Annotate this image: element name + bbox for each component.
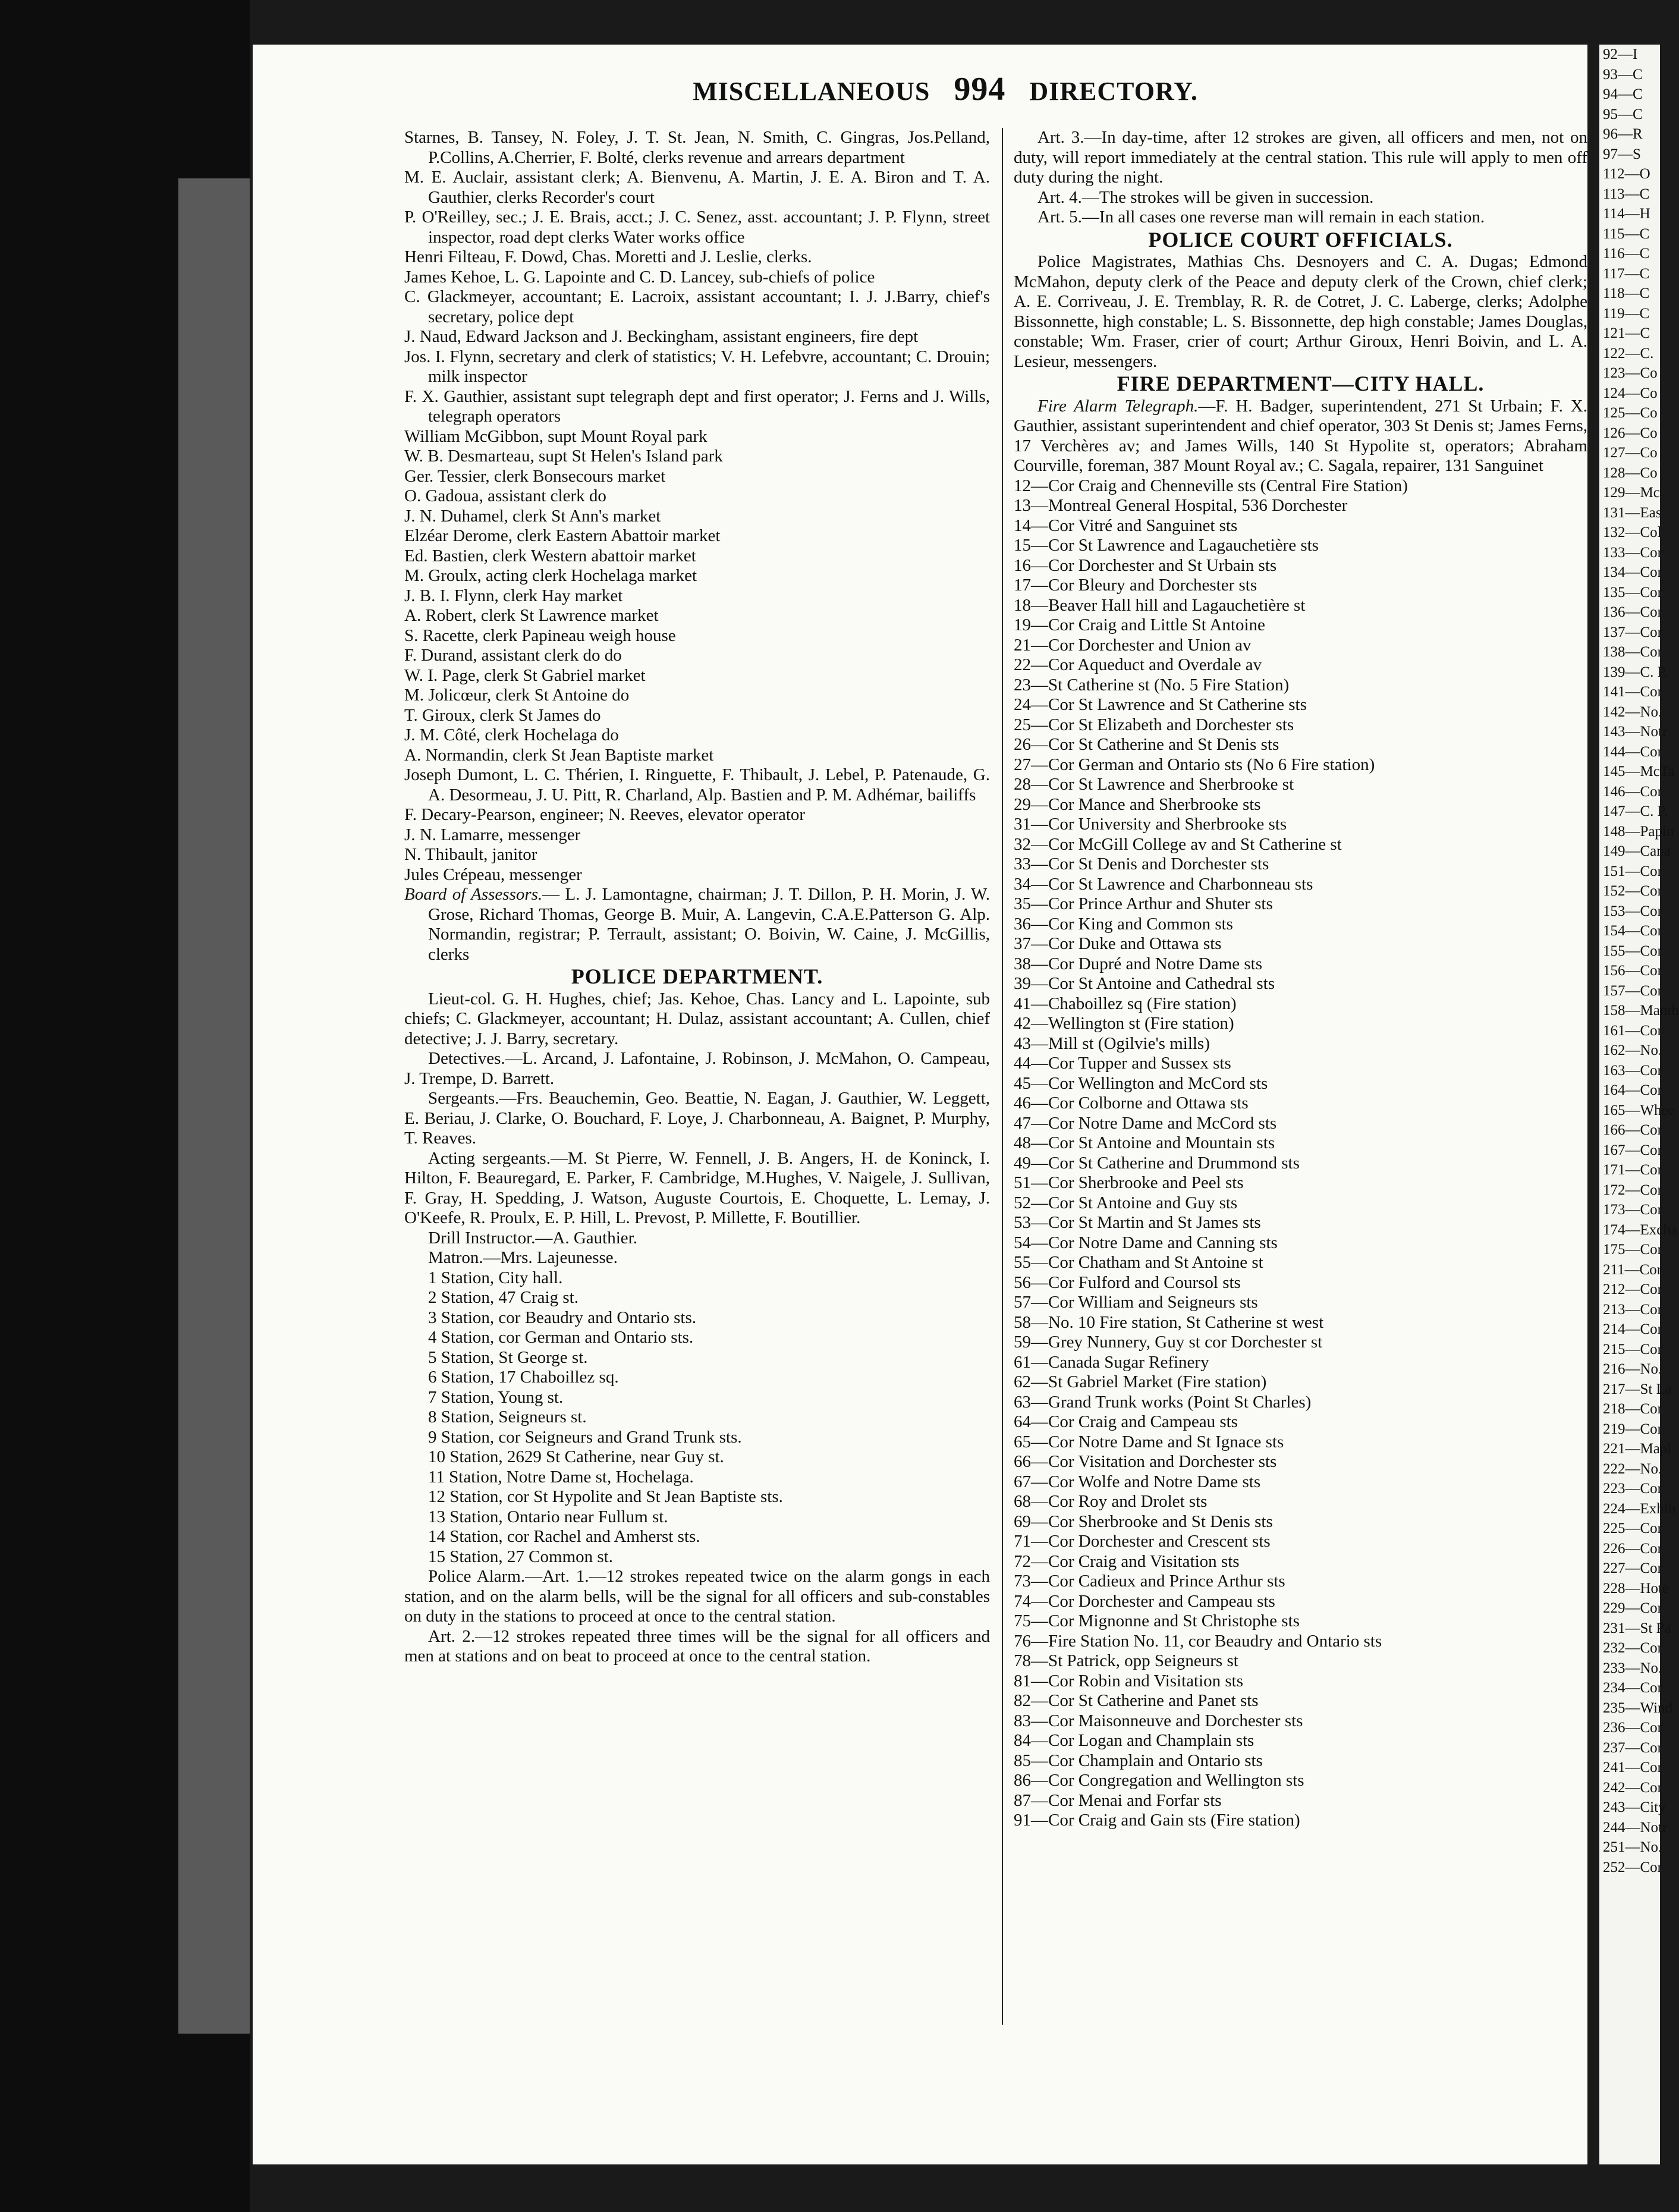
police-paragraph: Matron.—Mrs. Lajeunesse. <box>428 1248 618 1267</box>
next-page-fragment: 166—Cor <box>1603 1122 1662 1138</box>
directory-entry: W. I. Page, clerk St Gabriel market <box>404 665 646 685</box>
fire-box-item: 46—Cor Colborne and Ottawa sts <box>1014 1094 1249 1113</box>
fire-box-item: 67—Cor Wolfe and Notre Dame sts <box>1014 1472 1261 1491</box>
station-item: 9 Station, cor Seigneurs and Grand Trunk sts. <box>428 1427 742 1447</box>
directory-entry: M. Groulx, acting clerk Hochelaga market <box>404 566 697 585</box>
station-item: 2 Station, 47 Craig st. <box>428 1288 578 1307</box>
next-page-fragment: 126—Co <box>1603 425 1658 441</box>
next-page-fragment: 243—City <box>1603 1799 1666 1815</box>
next-page-fragment: 218—Cor <box>1603 1401 1662 1417</box>
police-stations-list <box>404 1268 990 1567</box>
assessors-text: — L. J. Lamontagne, chairman; J. T. Dillon, P. H. Morin, J. W. Grose, Richard Thomas, George B. Muir, A. Langevin, C.A.E.Patterson G. Alp. Normandin, registrar; P. Terrault, assistant; O. Boivin, W. Caine, J. McGillis, clerks <box>428 885 990 964</box>
next-page-fragment: 222—No. <box>1603 1460 1662 1477</box>
fire-box-item: 12—Cor Craig and Chenneville sts (Central Fire Station) <box>1014 476 1408 495</box>
directory-entry: C. Glackmeyer, accountant; E. Lacroix, assistant accountant; I. J. J.Barry, chief's secretary, police dept <box>404 287 990 326</box>
book-spine-stripe <box>178 178 250 2034</box>
fire-department-heading: FIRE DEPARTMENT—CITY HALL. <box>1117 372 1485 395</box>
fire-box-item: 52—Cor St Antoine and Guy sts <box>1014 1193 1238 1212</box>
fire-box-item: 45—Cor Wellington and McCord sts <box>1014 1073 1268 1093</box>
fire-box-item: 62—St Gabriel Market (Fire station) <box>1014 1372 1267 1391</box>
next-page-fragment: 95—C <box>1603 106 1643 122</box>
next-page-fragment: 143—Notr <box>1603 724 1668 740</box>
police-court-text: Police Magistrates, Mathias Chs. Desnoyers and C. A. Dugas; Edmond McMahon, deputy clerk of the Peace and deputy clerk of the Crown, chief clerk; A. E. Corriveau, J. E. Tremblay, R. R. de Cotret, J. C. Laberge, clerks; Adolphe Bissonnette, high constable; L. S. Bissonnette, dep high constable; James Douglas, constable; Wm. Fraser, crier of court; Arthur Giroux, Henri Boivin, and L. A. Lesieur, messengers. <box>1014 252 1587 371</box>
police-paragraph: Sergeants.—Frs. Beauchemin, Geo. Beattie, N. Eagan, J. Gauthier, W. Leggett, E. Beriau, J. Clarke, O. Bouchard, F. Loye, J. Charbonneau, A. Baignet, P. Murphy, T. Reaves. <box>404 1089 990 1148</box>
directory-entry: A. Normandin, clerk St Jean Baptiste market <box>404 745 714 765</box>
station-item: 10 Station, 2629 St Catherine, near Guy st. <box>428 1447 724 1466</box>
fire-box-item: 49—Cor St Catherine and Drummond sts <box>1014 1153 1300 1173</box>
fire-box-item: 76—Fire Station No. 11, cor Beaudry and Ontario sts <box>1014 1631 1382 1651</box>
next-page-fragment: 96—R <box>1603 126 1643 142</box>
directory-entry: Elzéar Derome, clerk Eastern Abattoir market <box>404 526 721 545</box>
fire-box-item: 84—Cor Logan and Champlain sts <box>1014 1731 1254 1750</box>
fire-box-item: 13—Montreal General Hospital, 536 Dorchester <box>1014 496 1348 515</box>
next-page-fragment: 155—Cor <box>1603 942 1662 959</box>
fire-box-item: 74—Cor Dorchester and Campeau sts <box>1014 1591 1275 1611</box>
fire-box-item: 87—Cor Menai and Forfar sts <box>1014 1790 1222 1810</box>
fire-box-item: 21—Cor Dorchester and Union av <box>1014 635 1252 655</box>
next-page-fragment: 211—Cor <box>1603 1261 1662 1278</box>
next-page-fragment: 142—No. <box>1603 703 1662 720</box>
directory-entry: F. X. Gauthier, assistant supt telegraph dept and first operator; J. Ferns and J. Wills, telegraph operators <box>404 387 990 426</box>
fire-box-item: 38—Cor Dupré and Notre Dame sts <box>1014 954 1262 973</box>
next-page-fragment: 115—C <box>1603 225 1650 242</box>
next-page-fragment: 154—Cor <box>1603 923 1662 939</box>
next-page-fragment: 226—Cor <box>1603 1540 1662 1557</box>
directory-entry: W. B. Desmarteau, supt St Helen's Island park <box>404 447 723 466</box>
directory-entry: N. Thibault, janitor <box>404 845 537 864</box>
fire-box-item: 61—Canada Sugar Refinery <box>1014 1352 1209 1372</box>
fire-box-item: 18—Beaver Hall hill and Lagauchetière st <box>1014 595 1306 615</box>
station-item: 7 Station, Young st. <box>428 1387 564 1407</box>
fire-box-item: 42—Wellington st (Fire station) <box>1014 1014 1234 1033</box>
fire-box-item: 59—Grey Nunnery, Guy st cor Dorchester st <box>1014 1333 1323 1352</box>
page-number: 994 <box>954 71 1006 108</box>
next-page-fragment: 233—No. <box>1603 1660 1662 1676</box>
next-page-fragment: 175—Cor <box>1603 1242 1662 1258</box>
directory-entry: F. Decary-Pearson, engineer; N. Reeves, elevator operator <box>404 805 806 824</box>
next-page-fragment: 113—C <box>1603 186 1650 202</box>
fire-alarm-telegraph <box>1014 397 1587 476</box>
fire-box-item: 27—Cor German and Ontario sts (No 6 Fire station) <box>1014 755 1375 774</box>
alarm-paragraph: Police Alarm.—Art. 1.—12 strokes repeated twice on the alarm gongs in each station, and on the alarm bells, will be the signal for all officers and sub-constables on duty in the stations to proceed at once to the central station. <box>404 1567 990 1626</box>
fire-box-item: 53—Cor St Martin and St James sts <box>1014 1213 1261 1232</box>
left-column <box>404 128 990 1667</box>
next-page-edge <box>1599 45 1679 2164</box>
fire-box-item: 29—Cor Mance and Sherbrooke sts <box>1014 794 1261 814</box>
directory-entry: A. Robert, clerk St Lawrence market <box>404 606 659 625</box>
next-page-fragment: 93—C <box>1603 66 1643 83</box>
fire-box-item: 73—Cor Cadieux and Prince Arthur sts <box>1014 1572 1285 1591</box>
fire-box-item: 33—Cor St Denis and Dorchester sts <box>1014 854 1269 874</box>
next-page-fragment: 116—C <box>1603 246 1650 262</box>
next-page-fragment: 129—Mc <box>1603 485 1660 501</box>
next-page-fragment: 234—Cor <box>1603 1680 1662 1696</box>
fire-box-item: 34—Cor St Lawrence and Charbonneau sts <box>1014 874 1313 894</box>
next-page-fragment: 219—Cor <box>1603 1421 1662 1437</box>
directory-entry: F. Durand, assistant clerk do do <box>404 646 622 665</box>
next-page-fragment: 97—S <box>1603 146 1641 162</box>
telegraph-text: —F. H. Badger, superintendent, 271 St Urbain; F. X. Gauthier, assistant superintendent and chief operator, 303 St Denis st; James Ferns, 17 Verchères av; and James Wills, 140 St Hypolite st, operators; Abraham Courville, foreman, 387 Mount Royal av.; C. Sagala, repairer, 131 Sanguinet <box>1014 396 1587 475</box>
staff-entries <box>404 128 990 885</box>
next-page-fragment: 225—Cor <box>1603 1520 1662 1537</box>
next-page-fragment: 152—Cor <box>1603 883 1662 899</box>
directory-entry: Henri Filteau, F. Dowd, Chas. Moretti and J. Leslie, clerks. <box>404 247 812 266</box>
police-department-heading: POLICE DEPARTMENT. <box>571 964 823 988</box>
fire-box-item: 69—Cor Sherbrooke and St Denis sts <box>1014 1512 1273 1531</box>
directory-entry: Joseph Dumont, L. C. Thérien, I. Ringuette, F. Thibault, J. Lebel, P. Patenaude, G. A. Desormeau, J. U. Pitt, R. Charland, Alp. Bastien and P. M. Adhémar, bailiffs <box>404 765 990 805</box>
alarm-article: Art. 3.—In day-time, after 12 strokes are given, all officers and men, not on duty, will report immediately at the central station. This rule will apply to men off duty during the night. <box>1014 128 1587 187</box>
fire-box-item: 58—No. 10 Fire station, St Catherine st west <box>1014 1312 1324 1332</box>
station-item: 3 Station, cor Beaudry and Ontario sts. <box>428 1308 697 1327</box>
station-item: 12 Station, cor St Hypolite and St Jean Baptiste sts. <box>428 1487 783 1506</box>
directory-entry: J. M. Côté, clerk Hochelaga do <box>404 725 619 744</box>
fire-box-item: 65—Cor Notre Dame and St Ignace sts <box>1014 1432 1284 1451</box>
next-page-fragment: 229—Cor <box>1603 1600 1662 1616</box>
next-page-fragment: 127—Co <box>1603 445 1658 461</box>
fire-box-item: 32—Cor McGill College av and St Catherine st <box>1014 834 1342 854</box>
police-court-heading: POLICE COURT OFFICIALS. <box>1148 227 1453 252</box>
station-item: 4 Station, cor German and Ontario sts. <box>428 1328 694 1347</box>
fire-box-item: 47—Cor Notre Dame and McCord sts <box>1014 1113 1277 1133</box>
next-page-fragment: 119—C <box>1603 305 1650 322</box>
fire-box-item: 43—Mill st (Ogilvie's mills) <box>1014 1033 1210 1053</box>
next-page-fragment: 224—Exhib <box>1603 1500 1676 1517</box>
next-page-fragment: 167—Cor <box>1603 1142 1662 1158</box>
next-page-fragment: 131—Eas <box>1603 504 1662 521</box>
page-header <box>404 70 1486 124</box>
next-page-fragment: 172—Cor <box>1603 1182 1662 1198</box>
fire-box-item: 25—Cor St Elizabeth and Dorchester sts <box>1014 715 1294 734</box>
fire-box-item: 51—Cor Sherbrooke and Peel sts <box>1014 1173 1244 1192</box>
directory-entry: M. E. Auclair, assistant clerk; A. Bienvenu, A. Martin, J. E. A. Biron and T. A. Gauthier, clerks Recorder's court <box>404 168 990 207</box>
next-page-fragment: 252—Cor <box>1603 1859 1662 1875</box>
next-page-fragment: 117—C <box>1603 265 1650 282</box>
next-page-fragment: 241—Cor <box>1603 1759 1662 1776</box>
next-page-fragment: 112—O <box>1603 166 1650 182</box>
next-page-fragment: 149—Cana <box>1603 843 1671 859</box>
fire-box-item: 63—Grand Trunk works (Point St Charles) <box>1014 1392 1312 1412</box>
fire-box-item: 15—Cor St Lawrence and Lagauchetière sts <box>1014 536 1319 555</box>
directory-entry: Jules Crépeau, messenger <box>404 865 582 884</box>
fire-box-item: 31—Cor University and Sherbrooke sts <box>1014 815 1287 834</box>
next-page-fragment: 148—Papin <box>1603 823 1674 840</box>
next-page-fragment: 146—Cor <box>1603 783 1662 800</box>
fire-box-item: 86—Cor Congregation and Wellington sts <box>1014 1771 1304 1790</box>
next-page-fragment: 151—Cor <box>1603 863 1662 879</box>
header-right: DIRECTORY. <box>1029 77 1198 106</box>
fire-box-item: 82—Cor St Catherine and Panet sts <box>1014 1691 1259 1710</box>
alarm-article: Art. 5.—In all cases one reverse man will remain in each station. <box>1037 208 1485 227</box>
directory-entry: P. O'Reilley, sec.; J. E. Brais, acct.; J. C. Senez, asst. accountant; J. P. Flynn, street inspector, road dept clerks Water works office <box>404 208 990 247</box>
next-page-fragment: 125—Co <box>1603 405 1658 421</box>
next-page-fragment: 147—C. P. <box>1603 803 1668 819</box>
directory-entry: O. Gadoua, assistant clerk do <box>404 486 606 505</box>
next-page-fragment: 118—C <box>1603 285 1650 301</box>
fire-box-item: 56—Cor Fulford and Coursol sts <box>1014 1272 1241 1292</box>
next-page-fragment: 161—Cor <box>1603 1022 1662 1039</box>
next-page-fragment: 236—Cor <box>1603 1720 1662 1736</box>
next-page-fragment: 244—Notr <box>1603 1819 1668 1836</box>
next-page-fragment: 158—Manth <box>1603 1003 1679 1019</box>
next-page-fragment: 171—Cor <box>1603 1162 1662 1178</box>
next-page-fragment: 134—Cor <box>1603 564 1662 580</box>
next-page-fragment: 242—Cor <box>1603 1779 1662 1796</box>
next-page-fragment: 144—Cor <box>1603 743 1662 760</box>
fire-box-item: 83—Cor Maisonneuve and Dorchester sts <box>1014 1711 1303 1730</box>
next-page-fragment: 232—Cor <box>1603 1640 1662 1656</box>
next-page-fragment: 145—McTa <box>1603 763 1675 780</box>
column-divider <box>1002 128 1003 2025</box>
next-page-fragment: 215—Cor <box>1603 1341 1662 1358</box>
fire-box-item: 37—Cor Duke and Ottawa sts <box>1014 934 1222 953</box>
station-item: 14 Station, cor Rachel and Amherst sts. <box>428 1527 700 1546</box>
police-paragraph: Lieut-col. G. H. Hughes, chief; Jas. Kehoe, Chas. Lancy and L. Lapointe, sub chiefs; C. Glackmeyer, accountant; H. Dulaz, assistant accountant; A. Cullen, chief detective; J. J. Barry, secretary. <box>404 989 990 1048</box>
fire-box-item: 26—Cor St Catherine and St Denis sts <box>1014 735 1279 754</box>
station-item: 13 Station, Ontario near Fullum st. <box>428 1507 668 1526</box>
fire-box-item: 75—Cor Mignonne and St Christophe sts <box>1014 1611 1300 1630</box>
fire-box-item: 35—Cor Prince Arthur and Shuter sts <box>1014 894 1273 913</box>
fire-box-item: 78—St Patrick, opp Seigneurs st <box>1014 1651 1238 1670</box>
next-page-fragment: 139—C. P. <box>1603 664 1668 680</box>
directory-entry: M. Jolicœur, clerk St Antoine do <box>404 686 630 705</box>
next-page-fragment: 227—Cor <box>1603 1560 1662 1576</box>
next-page-fragment: 123—Co <box>1603 365 1658 381</box>
next-page-fragment: 136—Cor <box>1603 604 1662 620</box>
station-item: 8 Station, Seigneurs st. <box>428 1407 587 1427</box>
next-page-fragment: 157—Cor <box>1603 982 1662 999</box>
directory-entry: J. N. Duhamel, clerk St Ann's market <box>404 506 661 526</box>
next-page-fragment: 235—Wind <box>1603 1699 1673 1716</box>
alarm-articles <box>1014 128 1587 228</box>
directory-entry: J. B. I. Flynn, clerk Hay market <box>404 586 623 605</box>
station-item: 5 Station, St George st. <box>428 1347 588 1367</box>
next-page-fragment: 138—Cor <box>1603 644 1662 660</box>
next-page-fragment: 153—Cor <box>1603 903 1662 919</box>
fire-box-item: 68—Cor Roy and Drolet sts <box>1014 1492 1208 1511</box>
fire-box-item: 66—Cor Visitation and Dorchester sts <box>1014 1452 1277 1471</box>
next-page-fragment: 128—Co <box>1603 464 1658 481</box>
next-page-fragment: 114—H <box>1603 206 1650 222</box>
fire-box-item: 54—Cor Notre Dame and Canning sts <box>1014 1233 1278 1252</box>
station-item: 15 Station, 27 Common st. <box>428 1547 613 1566</box>
next-page-fragment: 94—C <box>1603 86 1643 102</box>
directory-entry: James Kehoe, L. G. Lapointe and C. D. Lancey, sub-chiefs of police <box>404 267 875 287</box>
fire-box-item: 57—Cor William and Seigneurs sts <box>1014 1293 1258 1312</box>
next-page-fragment: 231—St Pa <box>1603 1620 1671 1636</box>
directory-entry: Jos. I. Flynn, secretary and clerk of statistics; V. H. Lefebvre, accountant; C. Drouin; milk inspector <box>404 347 990 386</box>
station-item: 1 Station, City hall. <box>428 1268 563 1287</box>
fire-box-item: 72—Cor Craig and Visitation sts <box>1014 1551 1240 1571</box>
next-page-fragment: 212—Cor <box>1603 1281 1662 1297</box>
next-page-fragment: 165—Whee <box>1603 1102 1675 1118</box>
next-page-fragment: 156—Cor <box>1603 963 1662 979</box>
next-page-fragment: 217—St La <box>1603 1381 1672 1397</box>
directory-entry: T. Giroux, clerk St James do <box>404 705 601 725</box>
fire-box-item: 64—Cor Craig and Campeau sts <box>1014 1412 1238 1431</box>
fire-box-item: 44—Cor Tupper and Sussex sts <box>1014 1054 1231 1073</box>
next-page-fragment: 174—Excha <box>1603 1221 1677 1238</box>
fire-box-item: 36—Cor King and Common sts <box>1014 914 1233 934</box>
fire-box-item: 24—Cor St Lawrence and St Catherine sts <box>1014 695 1307 714</box>
telegraph-label: Fire Alarm Telegraph. <box>1037 396 1199 416</box>
right-column <box>1014 128 1587 1831</box>
alarm-article: Art. 4.—The strokes will be given in succession. <box>1037 187 1374 207</box>
next-page-fragment: 164—Cor <box>1603 1082 1662 1098</box>
next-page-fragment: 213—Cor <box>1603 1301 1662 1318</box>
station-item: 11 Station, Notre Dame st, Hochelaga. <box>428 1467 694 1487</box>
assessors-label: Board of Assessors. <box>404 885 543 904</box>
fire-box-item: 14—Cor Vitré and Sanguinet sts <box>1014 516 1238 535</box>
directory-entry: Ger. Tessier, clerk Bonsecours market <box>404 466 666 486</box>
police-paragraph: Detectives.—L. Arcand, J. Lafontaine, J. Robinson, J. McMahon, O. Campeau, J. Trempe, D. Barrett. <box>404 1049 990 1088</box>
next-page-fragment: 135—Cor <box>1603 584 1662 601</box>
next-page-fragment: 214—Cor <box>1603 1321 1662 1337</box>
next-page-fragment: 216—No. <box>1603 1361 1662 1377</box>
fire-box-item: 41—Chaboillez sq (Fire station) <box>1014 994 1237 1013</box>
fire-box-item: 28—Cor St Lawrence and Sherbrooke st <box>1014 775 1294 794</box>
fire-box-item: 55—Cor Chatham and St Antoine st <box>1014 1253 1263 1272</box>
alarm-paragraph: Art. 2.—12 strokes repeated three times will be the signal for all officers and men at stations and on beat to proceed at once to the central station. <box>404 1626 990 1666</box>
fire-box-item: 71—Cor Dorchester and Crescent sts <box>1014 1532 1271 1551</box>
fire-box-item: 22—Cor Aqueduct and Overdale av <box>1014 655 1262 674</box>
fire-box-item: 19—Cor Craig and Little St Antoine <box>1014 615 1265 634</box>
next-page-fragment: 228—Hote <box>1603 1580 1669 1597</box>
directory-entry: J. Naud, Edward Jackson and J. Beckingham, assistant engineers, fire dept <box>404 327 919 346</box>
assessors-entry <box>404 885 990 964</box>
next-page-fragment: 173—Cor <box>1603 1202 1662 1218</box>
directory-entry: Starnes, B. Tansey, N. Foley, J. T. St. Jean, N. Smith, C. Gingras, Jos.Pelland, P.Collins, A.Cherrier, F. Bolté, clerks revenue and arrears department <box>404 128 990 167</box>
fire-box-item: 81—Cor Robin and Visitation sts <box>1014 1671 1244 1691</box>
next-page-fragment: 133—Cor <box>1603 544 1662 561</box>
header-left: MISCELLANEOUS <box>693 77 930 106</box>
police-paragraph: Acting sergeants.—M. St Pierre, W. Fennell, J. B. Angers, H. de Koninck, I. Hilton, F. Beauregard, E. Parker, F. Cambridge, M.Hughes, V. Naigele, J. Sullivan, F. Gray, H. Spedding, J. Watson, Auguste Courtois, E. Choquette, L. Lemay, J. O'Keefe, R. Proulx, E. P. Hill, L. Prevost, P. Millette, F. Boutillier. <box>404 1148 990 1227</box>
directory-entry: S. Racette, clerk Papineau weigh house <box>404 626 676 645</box>
fire-box-item: 91—Cor Craig and Gain sts (Fire station) <box>1014 1811 1300 1830</box>
fire-box-item: 39—Cor St Antoine and Cathedral sts <box>1014 974 1275 993</box>
fire-box-item: 48—Cor St Antoine and Mountain sts <box>1014 1133 1275 1152</box>
next-page-fragment: 251—No. <box>1603 1839 1662 1855</box>
next-page-fragment: 223—Cor <box>1603 1481 1662 1497</box>
fire-box-item: 16—Cor Dorchester and St Urbain sts <box>1014 555 1277 575</box>
fire-alarm-boxes <box>1014 476 1587 1831</box>
next-page-fragment: 163—Cor <box>1603 1062 1662 1079</box>
next-page-fragment: 92—I <box>1603 46 1638 62</box>
directory-entry: Ed. Bastien, clerk Western abattoir market <box>404 546 696 565</box>
next-page-fragment: 141—Cor <box>1603 684 1662 700</box>
next-page-fragment: 124—Co <box>1603 385 1658 401</box>
next-page-fragment: 162—No. <box>1603 1042 1662 1058</box>
police-alarm-paragraphs <box>404 1567 990 1667</box>
next-page-fragment: 221—Mapl <box>1603 1441 1672 1457</box>
fire-box-item: 23—St Catherine st (No. 5 Fire Station) <box>1014 675 1290 695</box>
next-page-fragment: 122—C. <box>1603 345 1654 362</box>
directory-entry: J. N. Lamarre, messenger <box>404 825 581 844</box>
police-paragraphs <box>404 989 990 1268</box>
fire-box-item: 85—Cor Champlain and Ontario sts <box>1014 1751 1263 1770</box>
next-page-fragment: 137—Cor <box>1603 624 1662 640</box>
police-paragraph: Drill Instructor.—A. Gauthier. <box>428 1228 637 1248</box>
next-page-fragment: 237—Cor <box>1603 1739 1662 1756</box>
next-page-fragment: 121—C <box>1603 325 1650 341</box>
station-item: 6 Station, 17 Chaboillez sq. <box>428 1368 619 1387</box>
directory-entry: William McGibbon, supt Mount Royal park <box>404 426 708 446</box>
next-page-fragment: 132—Col <box>1603 524 1662 541</box>
fire-box-item: 17—Cor Bleury and Dorchester sts <box>1014 576 1257 595</box>
